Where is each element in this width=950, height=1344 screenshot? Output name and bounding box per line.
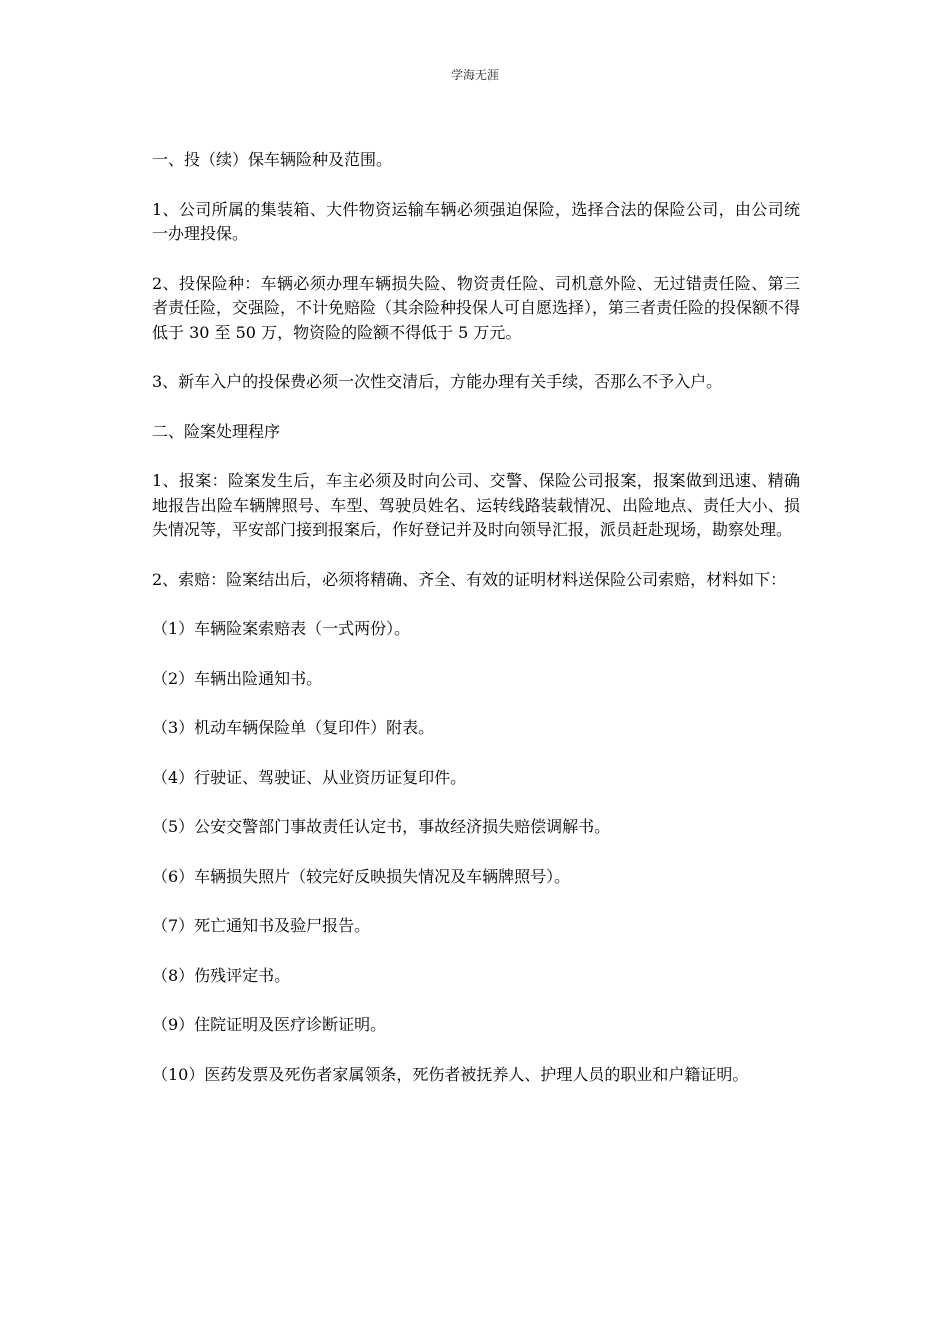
list-item-material-3: （3）机动车辆保险单（复印件）附表。: [152, 718, 435, 737]
paragraph-report: 1、报案：险案发生后，车主必须及时向公司、交警、保险公司报案，报案做到迅速、精确地报告出险车辆牌照号、车型、驾驶员姓名、运转线路装载情况、出险地点、责任大小、损失情况等，平安部门接到报案后，作好登记并及时向领导汇报，派员赶赴现场，勘察处理。: [152, 471, 800, 539]
list-item-material-8: （8）伤残评定书。: [152, 965, 291, 985]
paragraph-item-1: 1、公司所属的集装箱、大件物资运输车辆必须强迫保险，选择合法的保险公司，由公司统一办理投保。: [152, 199, 800, 243]
list-item-material-9: （9）住院证明及医疗诊断证明。: [152, 1015, 387, 1034]
paragraph-claim: 2、索赔：险案结出后，必须将精确、齐全、有效的证明材料送保险公司索赔，材料如下：: [152, 569, 787, 589]
paragraph-item-3: 3、新车入户的投保费必须一次性交清后，方能办理有关手续，否那么不予入户。: [152, 372, 723, 391]
section-heading-insurance-scope: 一、投（续）保车辆险种及范围。: [152, 150, 393, 169]
list-item-material-10: （10）医药发票及死伤者家属领条，死伤者被抚养人、护理人员的职业和户籍证明。: [152, 1064, 749, 1084]
list-item-material-5: （5）公安交警部门事故责任认定书，事故经济损失赔偿调解书。: [152, 817, 611, 836]
list-item-material-2: （2）车辆出险通知书。: [152, 668, 323, 688]
list-item-material-6: （6）车辆损失照片（较完好反映损失情况及车辆牌照号）。: [152, 866, 571, 886]
page-header: 学海无涯: [450, 68, 499, 82]
document-body: [152, 148, 800, 1112]
list-item-material-1: （1）车辆险案索赔表（一式两份）。: [152, 619, 411, 638]
list-item-material-7: （7）死亡通知书及验尸报告。: [152, 916, 371, 935]
list-item-material-4: （4）行驶证、驾驶证、从业资历证复印件。: [152, 767, 467, 787]
section-heading-claim-procedure: 二、险案处理程序: [152, 421, 281, 441]
paragraph-item-2: 2、投保险种：车辆必须办理车辆损失险、物资责任险、司机意外险、无过错责任险、第三者责任险，交强险，不计免赔险（其余险种投保人可自愿选择），第三者责任险的投保额不得低于 30 至 50 万，物资险的险额不得低于 5 万元。: [152, 273, 801, 342]
